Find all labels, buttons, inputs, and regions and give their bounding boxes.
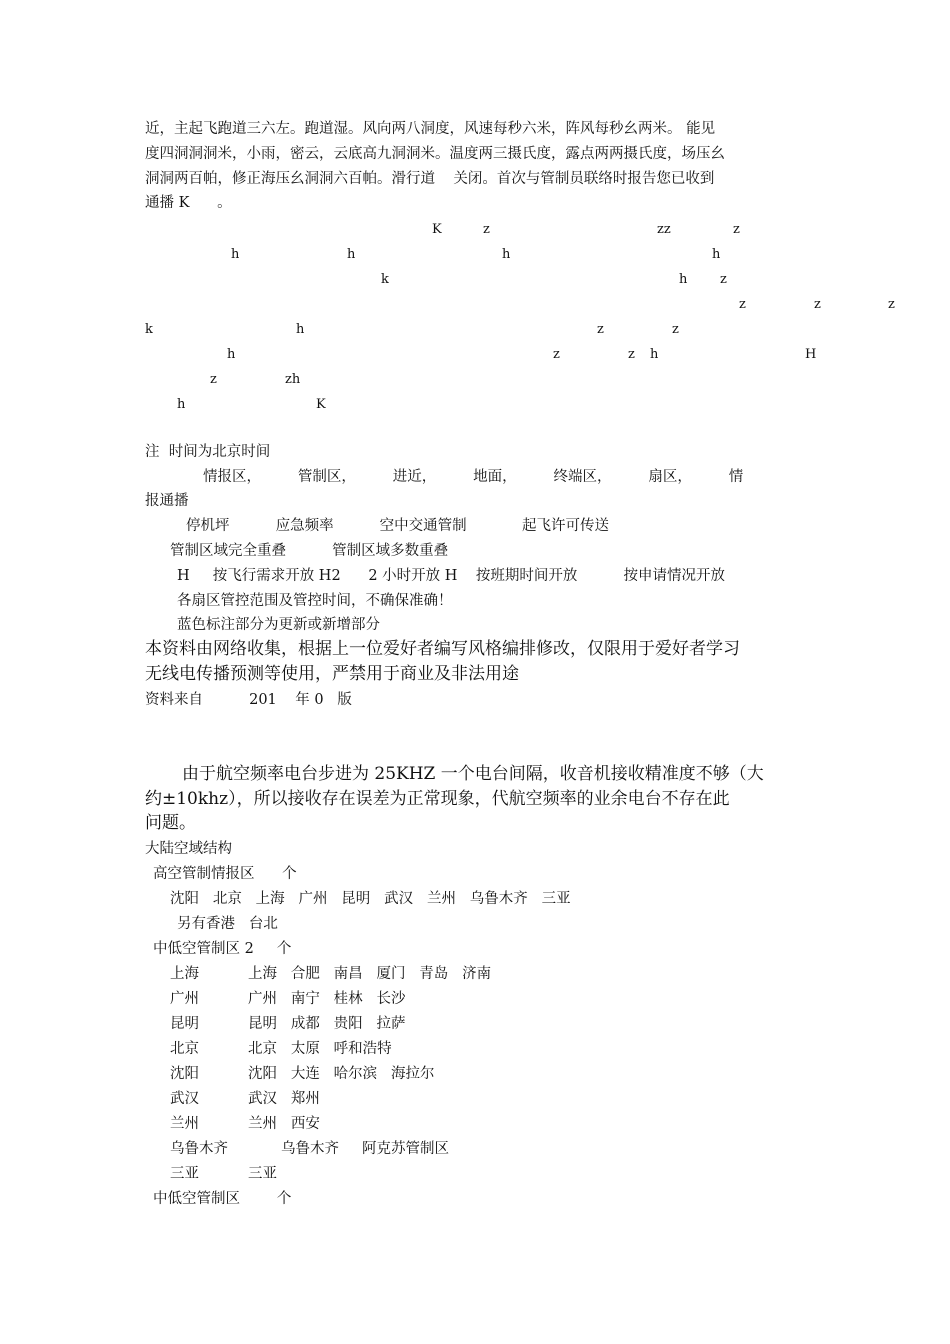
fragment-char: z [483,222,490,237]
region-name: 昆明 [170,1016,199,1032]
low-airspace-title: 中低空管制区 个 [153,1191,292,1207]
region-cities: 乌鲁木齐 阿克苏管制区 [281,1141,450,1157]
fragment-char: z [672,322,679,337]
fragment-char: z [720,272,727,287]
high-airspace-extra: 另有香港 台北 [177,916,278,932]
fragment-char: zh [285,372,301,387]
region-cities: 沈阳 大连 哈尔滨 海拉尔 [248,1066,435,1082]
note-abbr-line: 情报区， 管制区， 进近， 地面， 终端区， 扇区， 情 [203,469,744,485]
fragment-char: z [210,372,217,387]
region-cities: 武汉 郑州 [248,1091,320,1107]
intro-line: 度四洞洞洞米，小雨，密云，云底高九洞洞米。温度两三摄氏度，露点两两摄氏度，场压幺 [145,146,725,162]
region-cities: 昆明 成都 贵阳 拉萨 [248,1016,406,1032]
region-name: 上海 [170,966,199,982]
fragment-char: z [597,322,604,337]
region-name: 兰州 [170,1116,199,1132]
high-airspace-cities: 沈阳 北京 上海 广州 昆明 武汉 兰州 乌鲁木齐 三亚 [170,891,571,907]
fragment-char: h [502,247,511,262]
note-blue: 蓝色标注部分为更新或新增部分 [177,617,380,633]
intro-line: 洞洞两百帕，修正海压幺洞洞六百帕。滑行道 关闭。首次与管制员联络时报告您已收到 [145,171,715,187]
region-cities: 上海 合肥 南昌 厦门 青岛 济南 [248,966,492,982]
fragment-char: z [888,297,895,312]
mid-airspace-title: 中低空管制区 2 个 [153,941,292,957]
fragment-char: k [381,272,389,287]
fragment-char: h [347,247,356,262]
region-name: 北京 [170,1041,199,1057]
freq-note-line: 问题。 [145,813,196,833]
disclaimer-line: 本资料由网络收集，根据上一位爱好者编写风格编排修改，仅限用于爱好者学习 [145,639,740,659]
note-overlap: 管制区域完全重叠 管制区域多数重叠 [170,543,449,559]
disclaimer-line: 无线电传播预测等使用，严禁用于商业及非法用途 [145,664,519,684]
note-time: 注 时间为北京时间 [145,444,271,460]
region-name: 武汉 [170,1091,199,1107]
note-sector: 各扇区管控范围及管控时间，不确保准确！ [177,593,453,609]
fragment-char: K [316,397,326,412]
fragment-char: z [628,347,635,362]
freq-note-line: 由于航空频率电台步进为 25KHZ 一个电台间隔，收音机接收精准度不够（大 [182,764,764,784]
intro-line: 近，主起飞跑道三六左。跑道湿。风向两八洞度，风速每秒六米，阵风每秒幺两米。 能见 [145,121,716,137]
fragment-char: k [145,322,153,337]
fragment-char: z [739,297,746,312]
fragment-char: z [814,297,821,312]
fragment-char: h [231,247,240,262]
freq-note-line: 约±10khz），所以接收存在误差为正常现象，代航空频率的业余电台不存在此 [145,789,730,809]
region-cities: 兰州 西安 [248,1116,320,1132]
fragment-char: h [177,397,186,412]
region-name: 广州 [170,991,199,1007]
fragment-char: h [650,347,659,362]
fragment-char: h [712,247,721,262]
fragment-char: zz [657,222,671,237]
fragment-char: h [296,322,305,337]
note-hours: H 按飞行需求开放 H2 2 小时开放 H 按班期时间开放 按申请情况开放 [177,568,725,584]
airspace-title: 大陆空域结构 [145,841,232,857]
region-name: 乌鲁木齐 [170,1141,228,1157]
fragment-char: h [227,347,236,362]
region-cities: 三亚 [248,1166,277,1182]
note-abbr-line: 停机坪 应急频率 空中交通管制 起飞许可传送 [186,518,609,534]
high-airspace-title: 高空管制情报区 个 [153,866,297,882]
region-cities: 北京 太原 呼和浩特 [248,1041,392,1057]
intro-line: 通播 K 。 [145,195,232,211]
fragment-char: H [805,347,817,362]
region-cities: 广州 南宁 桂林 长沙 [248,991,406,1007]
fragment-char: z [553,347,560,362]
region-name: 沈阳 [170,1066,199,1082]
fragment-char: K [432,222,442,237]
source-line: 资料来自 201 年 0 版 [145,692,352,708]
fragment-char: h [679,272,688,287]
fragment-char: z [733,222,740,237]
region-name: 三亚 [170,1166,199,1182]
note-abbr-line: 报通播 [145,493,189,509]
